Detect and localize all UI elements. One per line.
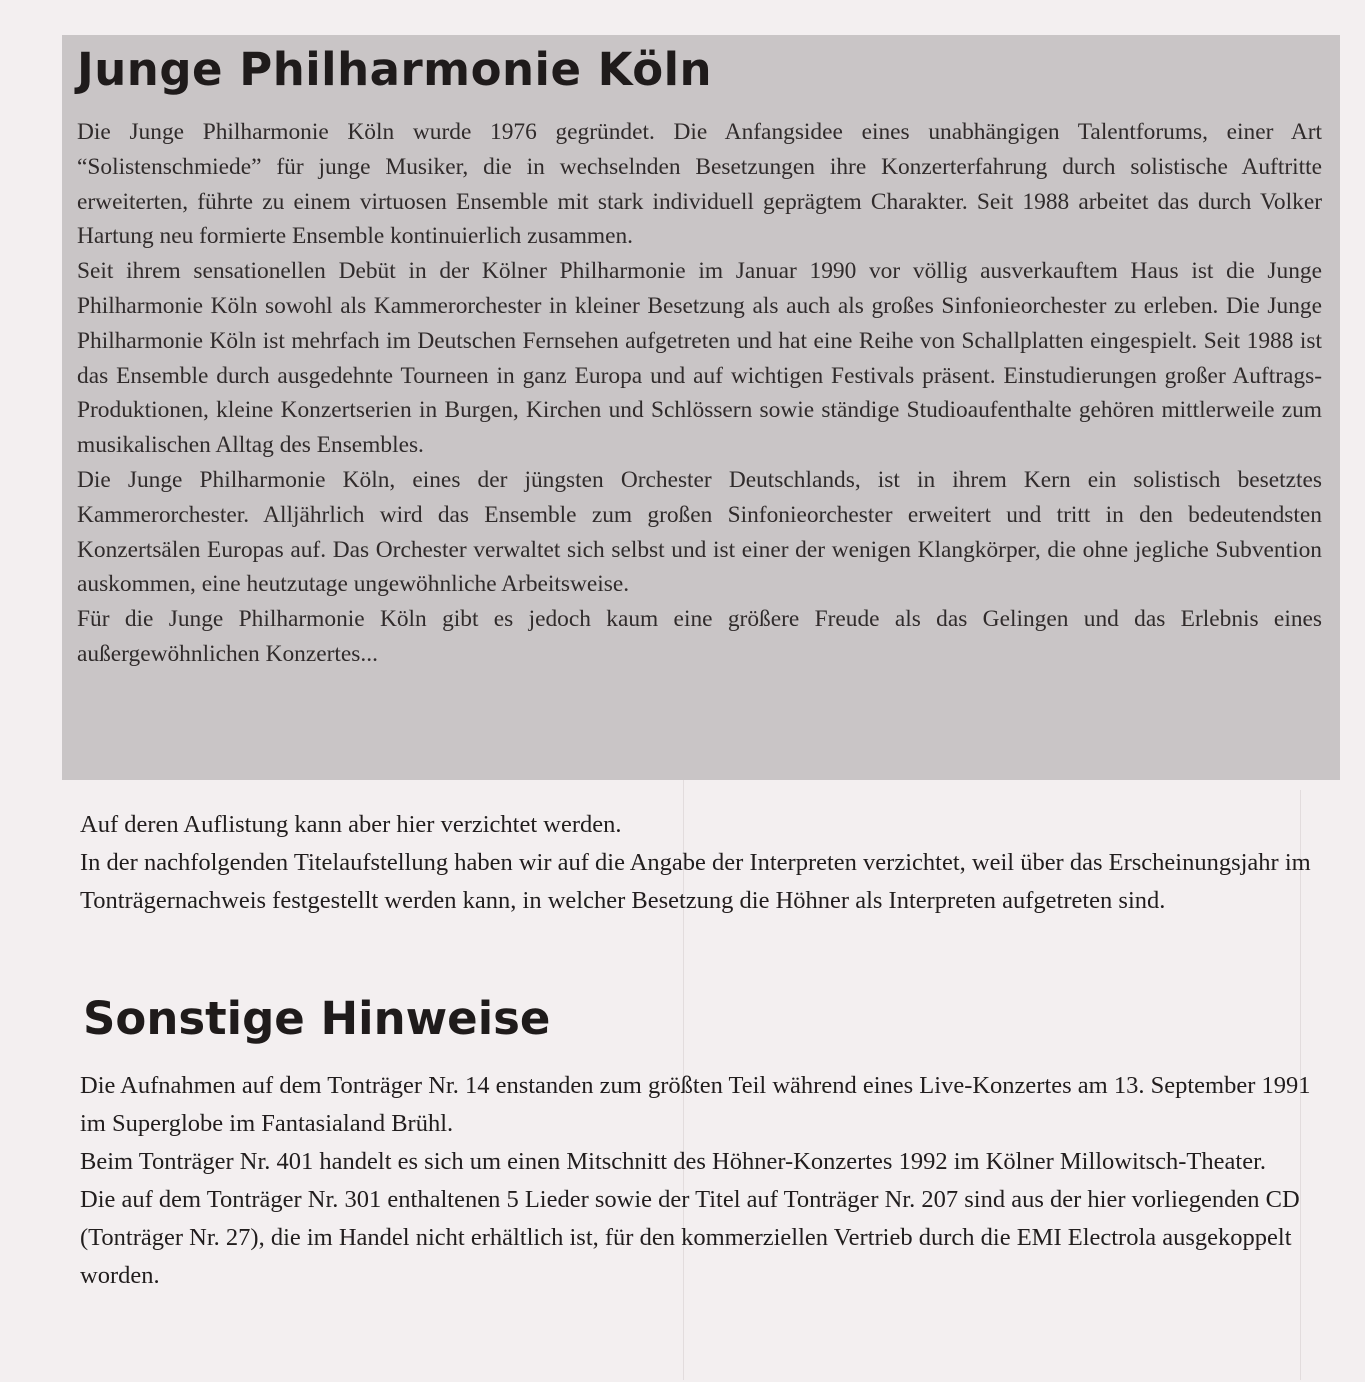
paragraph: Die Junge Philharmonie Köln, eines der jüngsten Orchester Deutschlands, ist in ihrem Kern ein solistisch besetztes Kammerorchester. Alljährlich wird das Ensemble zum großen Sinfonieorchester erweitert und tritt in den bedeutendsten Konzertsälen Europas auf. Das Orchester verwaltet sich selbst und ist einer der wenigen Klangkörper, die ohne jegliche Subvention auskommen, eine heutzutage ungewöhnliche Arbeitsweise. (77, 466, 1322, 598)
orchestra-info-body (77, 115, 1322, 672)
paragraph: Die Junge Philharmonie Köln wurde 1976 gegründet. Die Anfangsidee eines unabhängigen Talentforums, einer Art “Solistenschmiede” für junge Musiker, die in wechselnden Besetzungen ihre Konzerterfahrung durch solistische Auftritte erweiterten, führte zu einem virtuosen Ensemble mit stark individuell geprägtem Charakter. Seit 1988 arbeitet das durch Volker Hartung neu formierte Ensemble kontinuierlich zusammen. (77, 119, 1322, 250)
section-title-sonstige-hinweise: Sonstige Hinweise (83, 992, 551, 1045)
notes-body (80, 1067, 1330, 1295)
paragraph: Für die Junge Philharmonie Köln gibt es jedoch kaum eine größere Freude als das Gelingen und das Erlebnis eines außergewöhnlichen Konzertes... (77, 606, 1322, 667)
interpreters-note (80, 806, 1330, 920)
paragraph: Die auf dem Tonträger Nr. 301 enthaltenen 5 Lieder sowie der Titel auf Tonträger Nr. 207 sind aus der hier vorliegenden CD (Tonträger Nr. 27), die im Handel nicht erhältlich ist, für den kommerziellen Vertrieb durch die EMI Electrola ausgekoppelt worden. (80, 1186, 1300, 1289)
paragraph: Beim Tonträger Nr. 401 handelt es sich um einen Mitschnitt des Höhner-Konzertes 1992 im Kölner Millowitsch-Theater. (80, 1148, 1267, 1175)
paragraph: In der nachfolgenden Titelaufstellung haben wir auf die Angabe der Interpreten verzichtet, weil über das Erscheinungsjahr im Tonträgernachweis festgestellt werden kann, in welcher Besetzung die Höhner als Interpreten aufgetreten sind. (80, 849, 1311, 914)
orchestra-info-box (62, 35, 1340, 780)
paragraph: Auf deren Auflistung kann aber hier verzichtet werden. (80, 811, 622, 838)
paragraph: Seit ihrem sensationellen Debüt in der Kölner Philharmonie im Januar 1990 vor völlig ausverkauftem Haus ist die Junge Philharmonie Köln sowohl als Kammerorchester in kleiner Besetzung als auch als großes Sinfonieorchester zu erleben. Die Junge Philharmonie Köln ist mehrfach im Deutschen Fernsehen aufgetreten und hat eine Reihe von Schallplatten eingespielt. Seit 1988 ist das Ensemble durch ausgedehnte Tourneen in ganz Europa und auf wichtigen Festivals präsent. Einstudierungen großer Auftrags-Produktionen, kleine Konzertserien in Burgen, Kirchen und Schlössern sowie ständige Studioaufenthalte gehören mittlerweile zum musikalischen Alltag des Ensembles. (77, 258, 1322, 459)
paragraph: Die Aufnahmen auf dem Tonträger Nr. 14 enstanden zum größten Teil während eines Live-Konzertes am 13. September 1991 im Superglobe im Fantasialand Brühl. (80, 1072, 1311, 1137)
section-title-junge-philharmonie: Junge Philharmonie Köln (77, 43, 713, 96)
